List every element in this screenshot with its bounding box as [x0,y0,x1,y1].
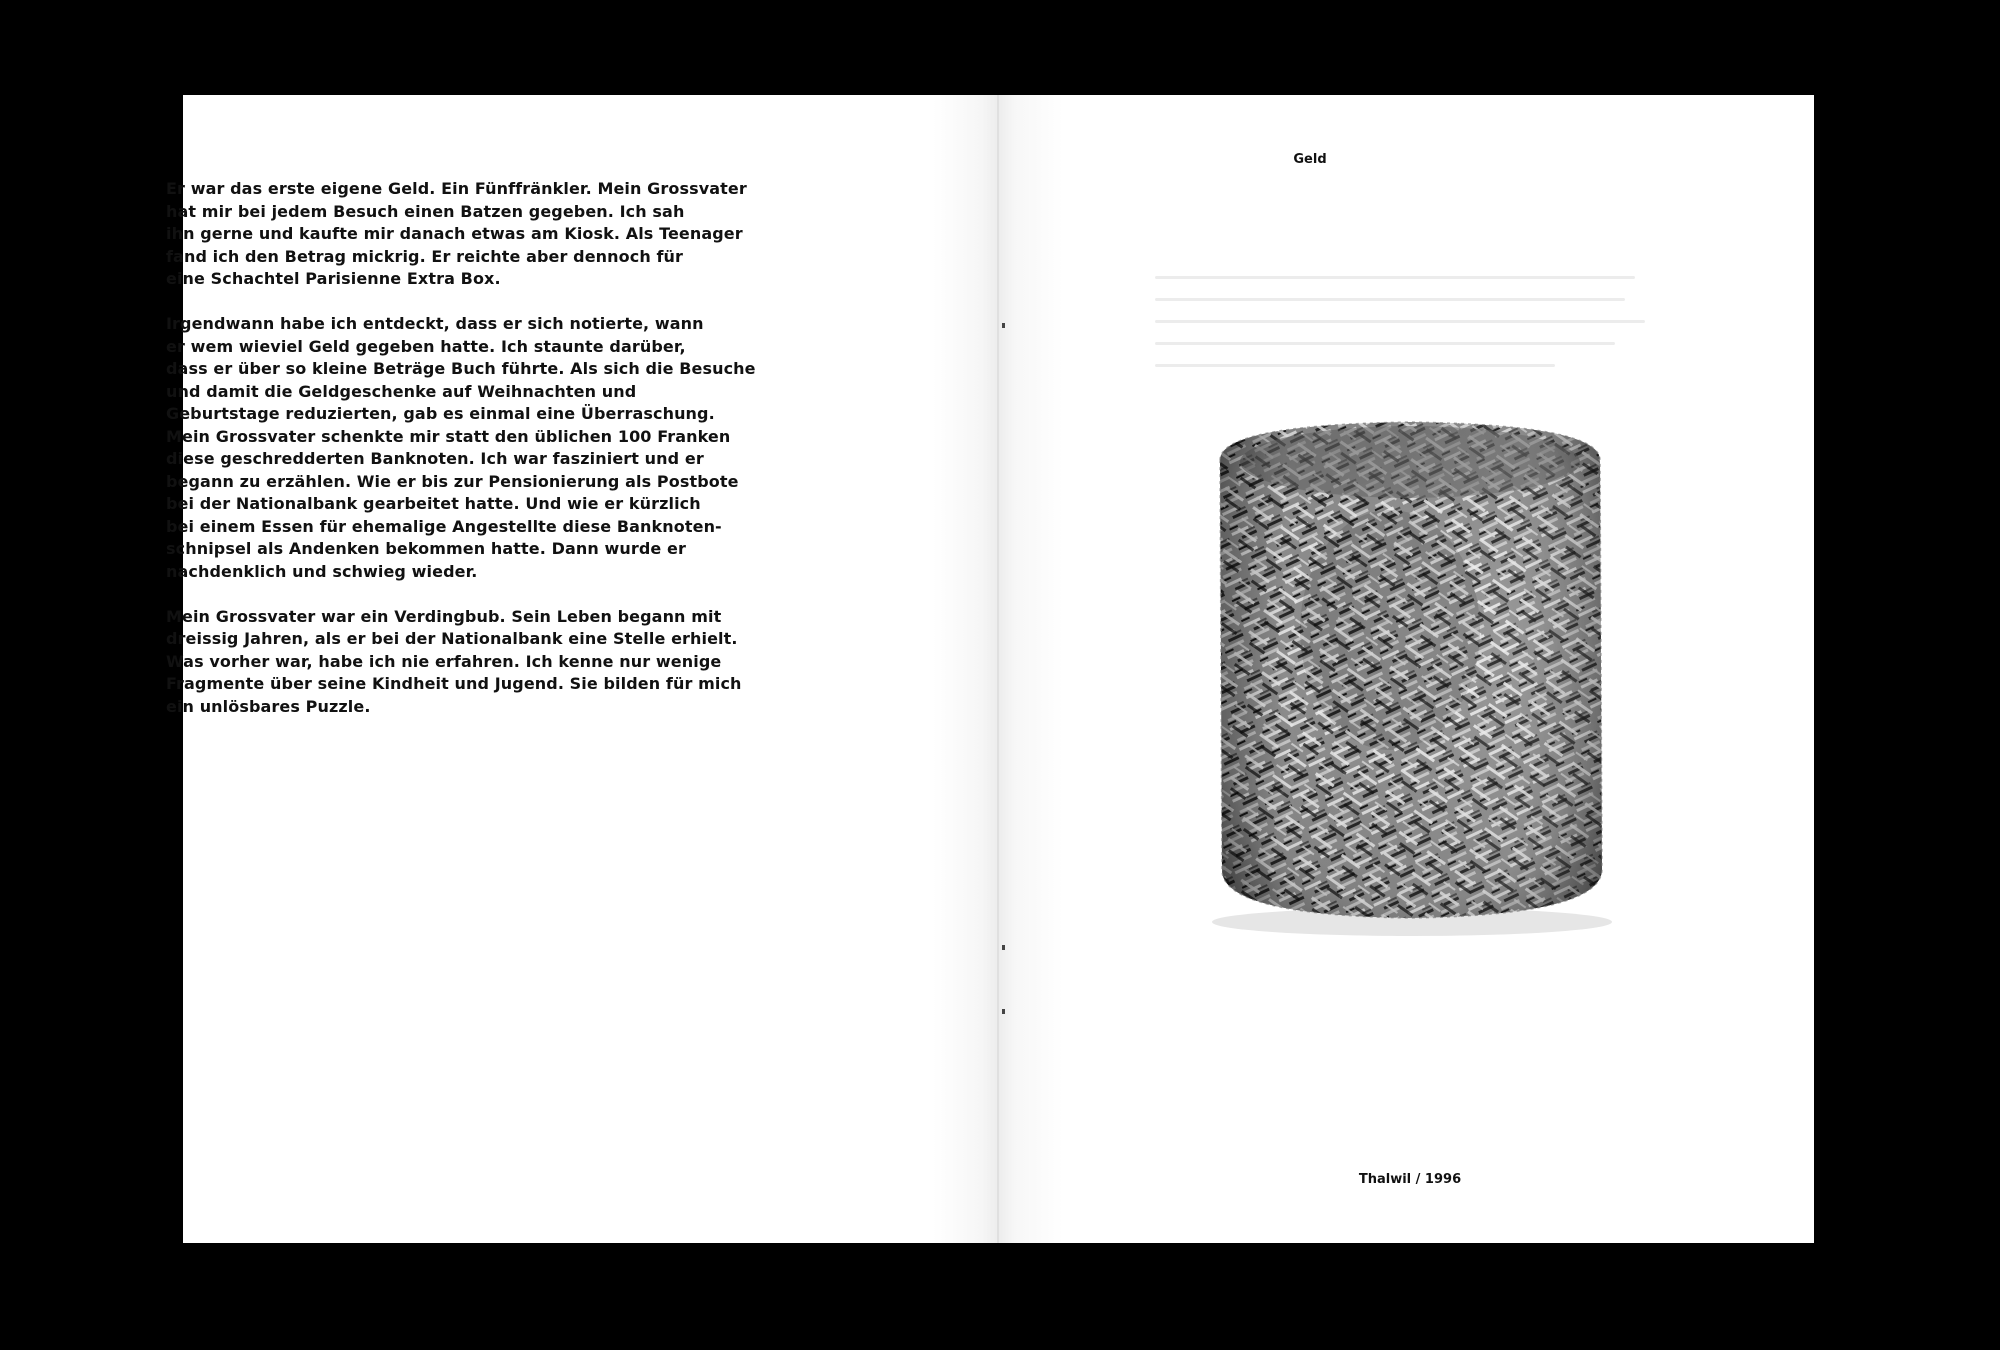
text-line: eine Schachtel Parisienne Extra Box. [166,269,501,288]
text-line: Er war das erste eigene Geld. Ein Fünffränkler. Mein Grossvater [166,179,747,198]
text-line: Geburtstage reduzierten, gab es einmal eine Überraschung. [166,404,715,423]
text-line: und damit die Geldgeschenke auf Weihnachten und [166,381,637,401]
text-line: bei der Nationalbank gearbeitet hatte. Und wie er kürzlich [166,494,701,513]
text-line: Mein Grossvater war ein Verdingbub. Sein Leben begann mit [166,606,722,626]
text-line: ein unlösbares Puzzle. [166,696,371,716]
shredded-banknotes-photo [1200,400,1620,940]
photo-caption: Thalwil / 1996 [1358,1172,1462,1187]
text-line: fand ich den Betrag mickrig. Er reichte aber dennoch für [166,246,684,266]
body-text [166,178,756,741]
paragraph [166,606,742,719]
text-line: dreissig Jahren, als er bei der Nationalbank eine Stelle erhielt. [166,629,738,648]
text-line: diese geschredderten Banknoten. Ich war fasziniert und er [166,449,704,468]
text-line: hat mir bei jedem Besuch einen Batzen gegeben. Ich sah [166,201,685,221]
text-line: Irgendwann habe ich entdeckt, dass er sich notierte, wann [166,314,704,333]
running-head: Geld [1293,152,1327,167]
text-line: er wem wieviel Geld gegeben hatte. Ich staunte darüber, [166,336,686,356]
text-line: Was vorher war, habe ich nie erfahren. Ich kenne nur wenige [166,651,722,671]
staple-mark [1002,1009,1005,1014]
paragraph [166,313,756,583]
text-line: ihn gerne und kaufte mir danach etwas am Kiosk. Als Teenager [166,224,743,243]
text-line: begann zu erzählen. Wie er bis zur Pensionierung als Postbote [166,471,739,491]
text-line: schnipsel als Andenken bekommen hatte. Dann wurde er [166,539,686,558]
text-line: nachdenklich und schwieg wieder. [166,561,478,581]
staple-mark [1002,323,1005,328]
text-line: dass er über so kleine Beträge Buch führte. Als sich die Besuche [166,359,756,378]
text-line: Mein Grossvater schenkte mir statt den üblichen 100 Franken [166,426,731,446]
text-line: Fragmente über seine Kindheit und Jugend. Sie bilden für mich [166,674,742,693]
staple-mark [1002,945,1005,950]
paragraph [166,178,747,291]
show-through-text [1155,276,1655,386]
text-line: bei einem Essen für ehemalige Angestellte diese Banknoten- [166,516,722,536]
book-gutter [997,95,999,1243]
